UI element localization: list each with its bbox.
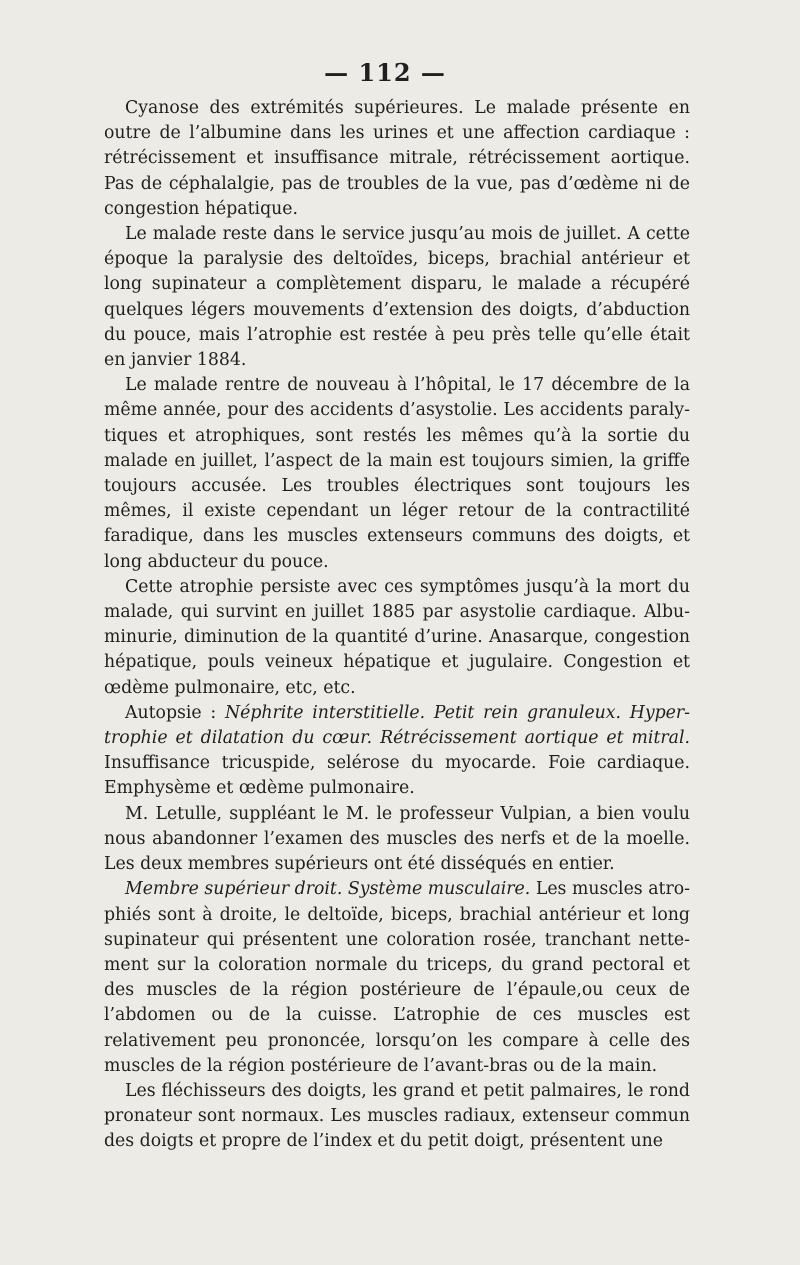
- paragraph-flechisseurs: Les fléchisseurs des doigts, les grand et petit palmaires, le rond pronateur sont normaux. Les muscles radiaux, extenseur commun des doigts et propre de l’index et du petit doigt, présentent une: [104, 1080, 690, 1152]
- paragraph-membre-droit: [104, 877, 690, 1079]
- paragraph-service-juillet: Le malade reste dans le service jusqu’au mois de juillet. A cette époque la paralysie des deltoïdes, biceps, brachial antérieur et long supinateur a complètement disparu, le malade a récupéré quelques légers mouvements d’extension des doigts, d’abduction du pouce, mais l’atrophie est restée à peu près telle qu’elle était en janvier 1884.: [104, 224, 690, 371]
- paragraph-letulle: M. Letulle, suppléant le M. le professeur Vulpian, a bien voulu nous abandonner l’examen des muscles des nerfs et de la moelle. Les deux membres supérieurs ont été disséqués en entier.: [104, 803, 690, 875]
- body-text: [104, 96, 690, 1155]
- autopsie-findings-italic: Néphrite interstitielle. Petit rein granuleux. Hypertrophie et dilatation du cœur. Rétrécissement aortique et mitral.: [104, 702, 690, 749]
- section-heading-italic: Membre supérieur droit. Système musculaire.: [125, 879, 531, 900]
- paragraph-autopsie: [104, 701, 690, 802]
- autopsie-label: Autopsie :: [125, 702, 225, 723]
- autopsie-findings: Insuffisance tricuspide, selérose du myocarde. Foie cardiaque. Emphysème et œdème pulmonaire.: [104, 753, 690, 799]
- membre-droit-text: Les muscles atrophiés sont à droite, le deltoïde, biceps, brachial antérieur et long supinateur qui présentent une coloration rosée, tranchant nettement sur la coloration normale du triceps, du grand pectoral et des muscles de la région postérieure de l’épaule,ou ceux de l’abdomen ou de la cuisse. L’atrophie de ces muscles est relativement peu prononcée, lorsqu’on les compare à celle des muscles de la région postérieure de l’avant-bras ou de la main.: [104, 879, 690, 1076]
- paragraph-cyanose: Cyanose des extrémités supérieures. Le malade présente en outre de l’albumine dans les urines et une affection cardiaque : rétrécissement et insuffisance mitrale, rétrécissement aortique. Pas de céphalalgie, pas de troubles de la vue, pas d’œdème ni de congestion hépatique.: [104, 98, 690, 219]
- page-number: — 112 —: [324, 58, 446, 87]
- paragraph-rentree-decembre: Le malade rentre de nouveau à l’hôpital, le 17 décembre de la même année, pour des accidents d’asystolie. Les accidents paralytiques et atrophiques, sont restés les mêmes qu’à la sortie du malade en juillet, l’aspect de la main est toujours simien, la griffe toujours accusée. Les troubles électriques sont toujours les mêmes, il existe cependant un léger retour de la contractilité faradique, dans les muscles extenseurs communs des doigts, et long abducteur du pouce.: [104, 375, 690, 572]
- paragraph-atrophie-mort: Cette atrophie persiste avec ces symptômes jusqu’à la mort du malade, qui survint en juillet 1885 par asystolie cardiaque. Albuminurie, diminution de la quantité d’urine. Anasarque, congestion hépatique, pouls veineux hépatique et jugulaire. Congestion et œdème pulmonaire, etc, etc.: [104, 576, 690, 698]
